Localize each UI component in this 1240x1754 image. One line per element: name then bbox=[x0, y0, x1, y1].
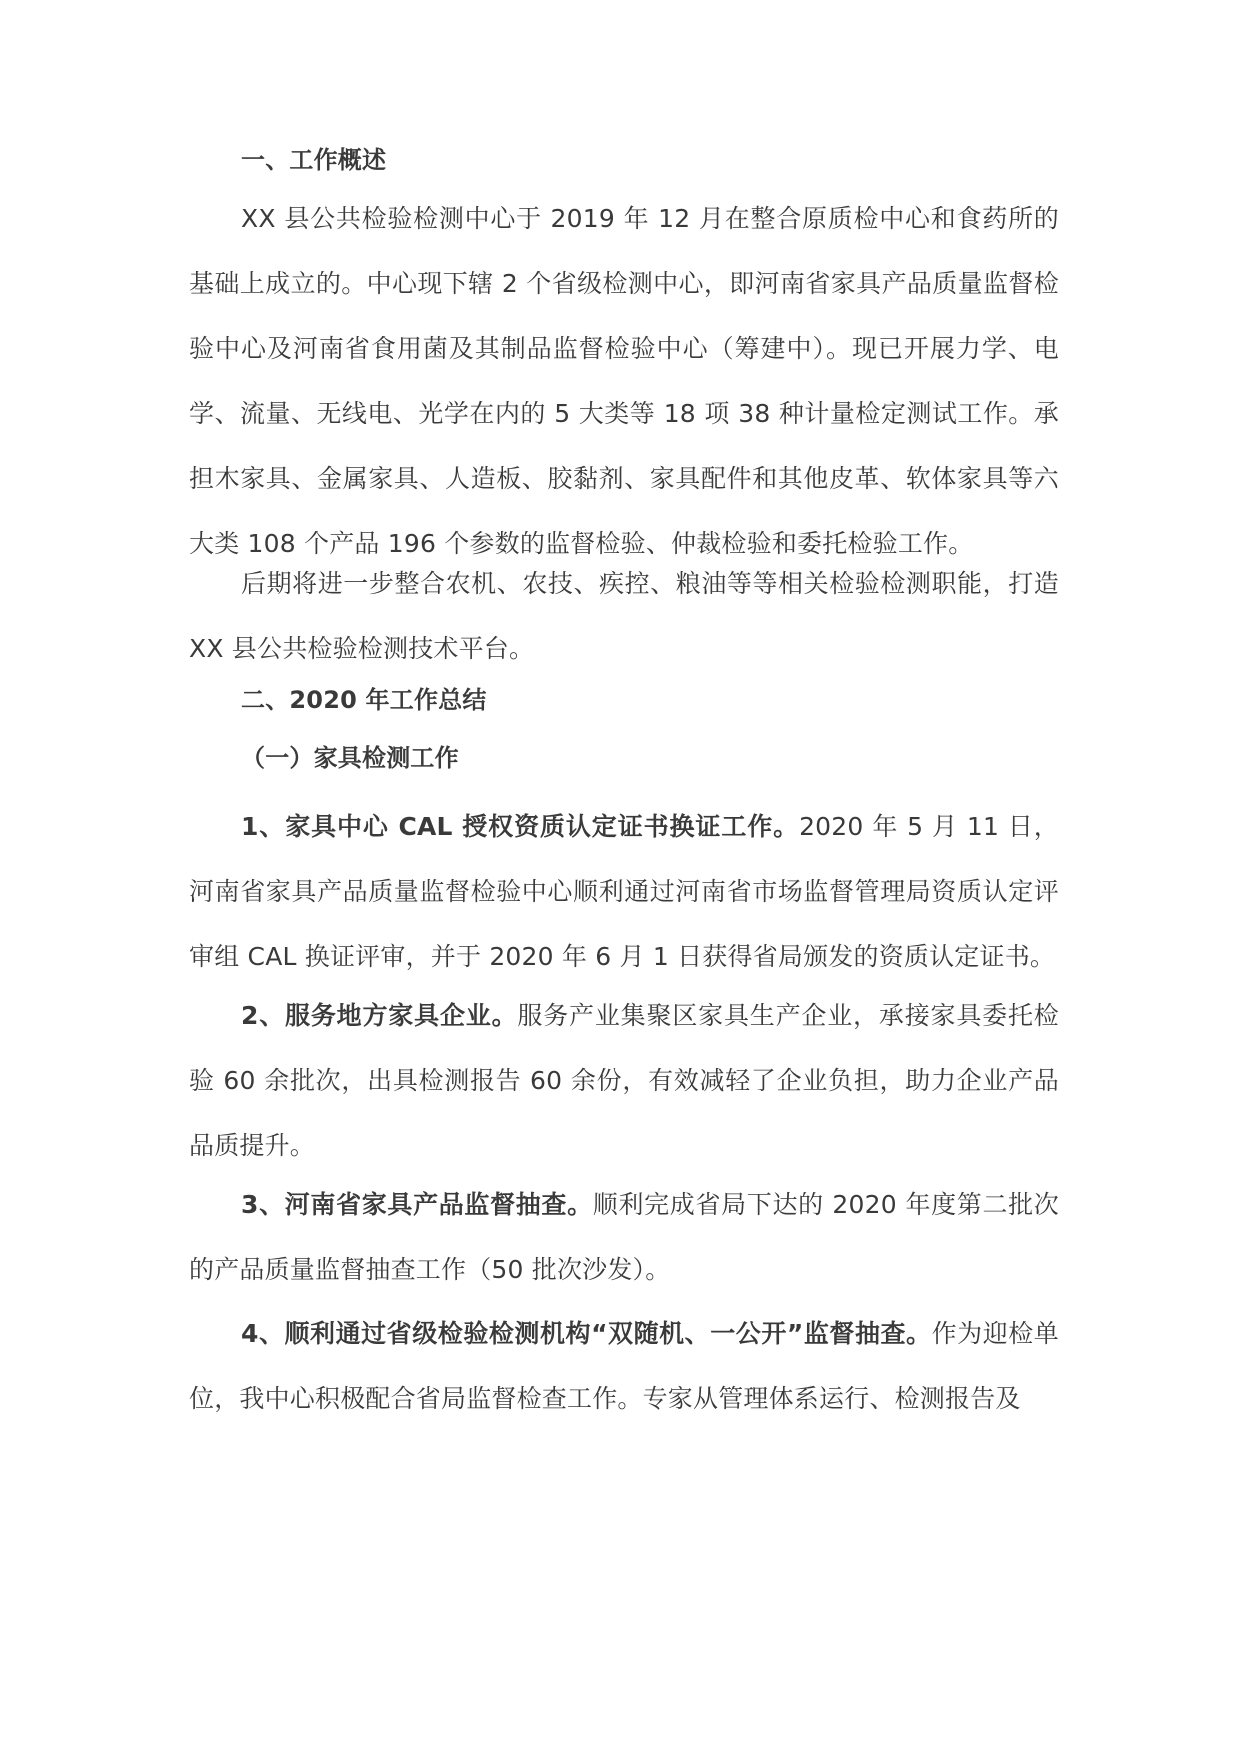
item-1-title: 1、家具中心 CAL 授权资质认定证书换证工作。 bbox=[241, 812, 800, 841]
item-3-body: 顺利完成省局下达的 2020 年度第二批次的产品质量监督抽查工作（50 批次沙发）。 bbox=[189, 1190, 1060, 1284]
item-3-title: 3、河南省家具产品监督抽查。 bbox=[241, 1190, 593, 1219]
item-2 bbox=[189, 983, 1059, 1178]
item-2-body: 服务产业集聚区家具生产企业，承接家具委托检验 60 余批次，出具检测报告 60 余份，有效减轻了企业负担，助力企业产品品质提升。 bbox=[189, 1001, 1059, 1160]
item-1 bbox=[189, 794, 1059, 989]
paragraph-overview: XX 县公共检验检测中心于 2019 年 12 月在整合原质检中心和食药所的基础上成立的。中心现下辖 2 个省级检测中心，即河南省家具产品质量监督检验中心及河南省食用菌及其制品监督检验中心（筹建中）。现已开展力学、电学、流量、无线电、光学在内的 5 大类等 18 项 38 种计量检定测试工作。承担木家具、金属家具、人造板、胶黏剂、家具配件和其他皮革、软体家具等六大类 108 个产品 196 个参数的监督检验、仲裁检验和委托检验工作。 bbox=[189, 204, 1059, 558]
item-2-title: 2、服务地方家具企业。 bbox=[241, 1001, 518, 1030]
section-2-title: 二、2020 年工作总结 bbox=[241, 686, 487, 714]
item-3 bbox=[189, 1172, 1059, 1302]
item-4-title: 4、顺利通过省级检验检测机构“双随机、一公开”监督抽查。 bbox=[241, 1319, 932, 1348]
item-1-body: 2020 年 5 月 11 日，河南省家具产品质量监督检验中心顺利通过河南省市场监督管理局资质认定评审组 CAL 换证评审，并于 2020 年 6 月 1 日获得省局颁发的资质认定证书。 bbox=[189, 812, 1060, 971]
item-4-body: 作为迎检单位，我中心积极配合省局监督检查工作。专家从管理体系运行、检测报告及 bbox=[189, 1319, 1059, 1413]
subsection-1-title: （一）家具检测工作 bbox=[241, 744, 459, 772]
section-1-title: 一、工作概述 bbox=[241, 146, 387, 174]
item-4 bbox=[189, 1301, 1059, 1431]
paragraph-future-plan: 后期将进一步整合农机、农技、疾控、粮油等等相关检验检测职能，打造 XX 县公共检验检测技术平台。 bbox=[189, 569, 1059, 663]
